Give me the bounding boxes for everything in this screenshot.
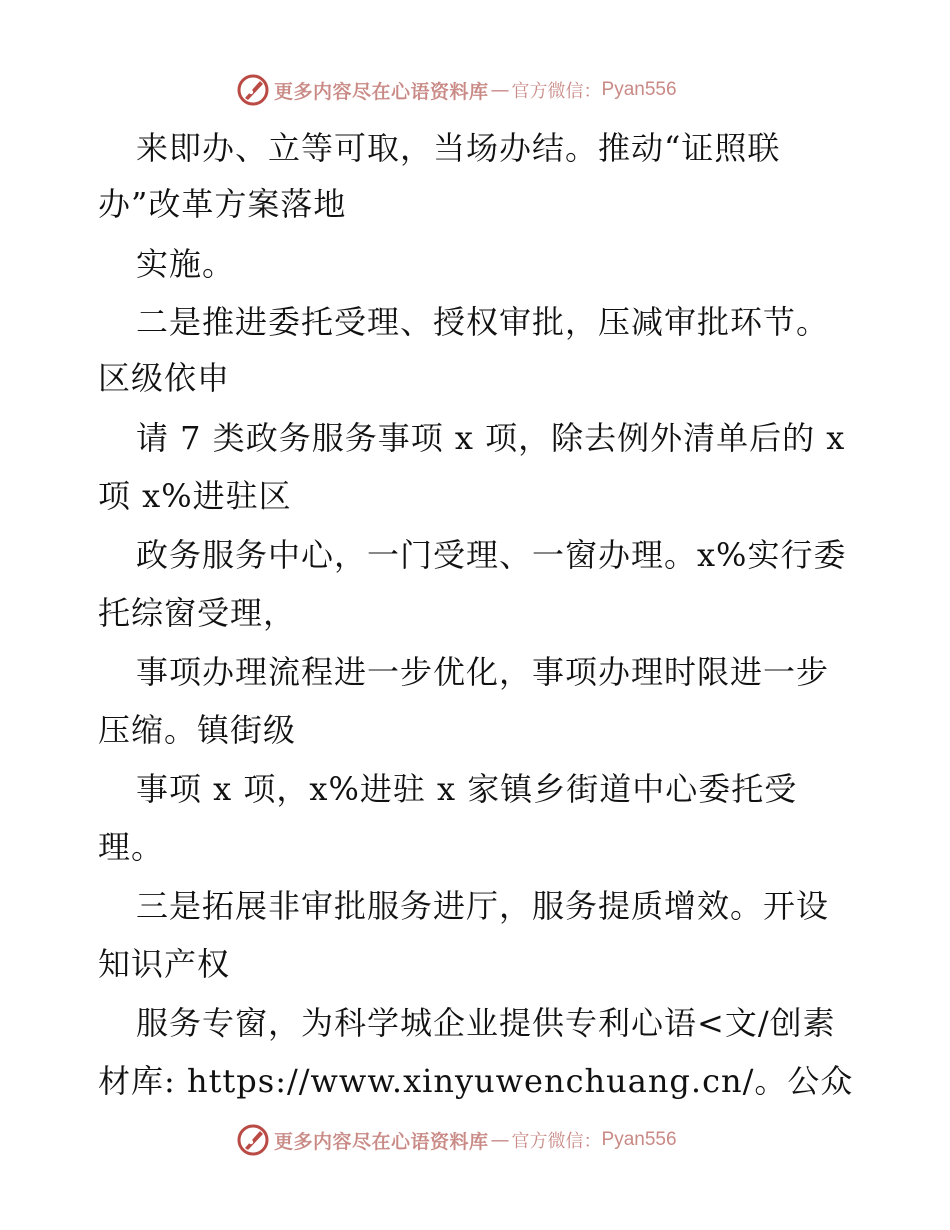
watermark-dash: — [490,79,510,101]
body-line: 事项 x 项，x%进驻 x 家镇乡街道中心委托受 [136,770,798,808]
watermark-wechat-id: Pyan556 [601,79,677,100]
quill-pen-logo-icon [236,73,270,107]
body-line: 材库: https://www.xinyuwenchuang.cn/。公众 [98,1062,854,1100]
body-line: 事项办理流程进一步优化，事项办理时限进一步 [136,653,830,691]
body-line: 请 7 类政务服务事项 x 项，除去例外清单后的 x [136,419,846,457]
watermark-main-text: 更多内容尽在心语资料库 [274,1130,489,1153]
watermark-wechat-id: Pyan556 [601,1129,677,1150]
body-line: 三是拓展非审批服务进厅，服务提质增效。开设 [136,887,830,925]
body-line: 区级依申 [98,359,231,397]
body-line: 理。 [98,828,165,866]
header-watermark [236,72,677,108]
body-line: 政务服务中心，一门受理、一窗办理。x%实行委 [136,536,847,574]
footer-watermark [236,1122,677,1158]
body-line: 实施。 [136,245,236,283]
watermark-wechat-label: 官方微信： [511,81,602,102]
quill-pen-logo-icon [236,1123,270,1157]
body-line: 来即办、立等可取，当场办结。推动“证照联 [136,129,781,167]
body-line: 二是推进委托受理、授权审批，压减审批环节。 [136,303,830,341]
body-line: 服务专窗，为科学城企业提供专利心语<文/创素 [136,1004,836,1042]
body-line: 项 x%进驻区 [98,477,292,515]
body-line: 压缩。镇街级 [98,711,297,749]
watermark-wechat-label: 官方微信： [511,1131,602,1152]
body-line: 办”改革方案落地 [98,185,347,223]
watermark-dash: — [490,1129,510,1151]
body-line: 知识产权 [98,945,231,983]
body-line: 托综窗受理， [98,594,297,632]
watermark-main-text: 更多内容尽在心语资料库 [274,80,489,103]
